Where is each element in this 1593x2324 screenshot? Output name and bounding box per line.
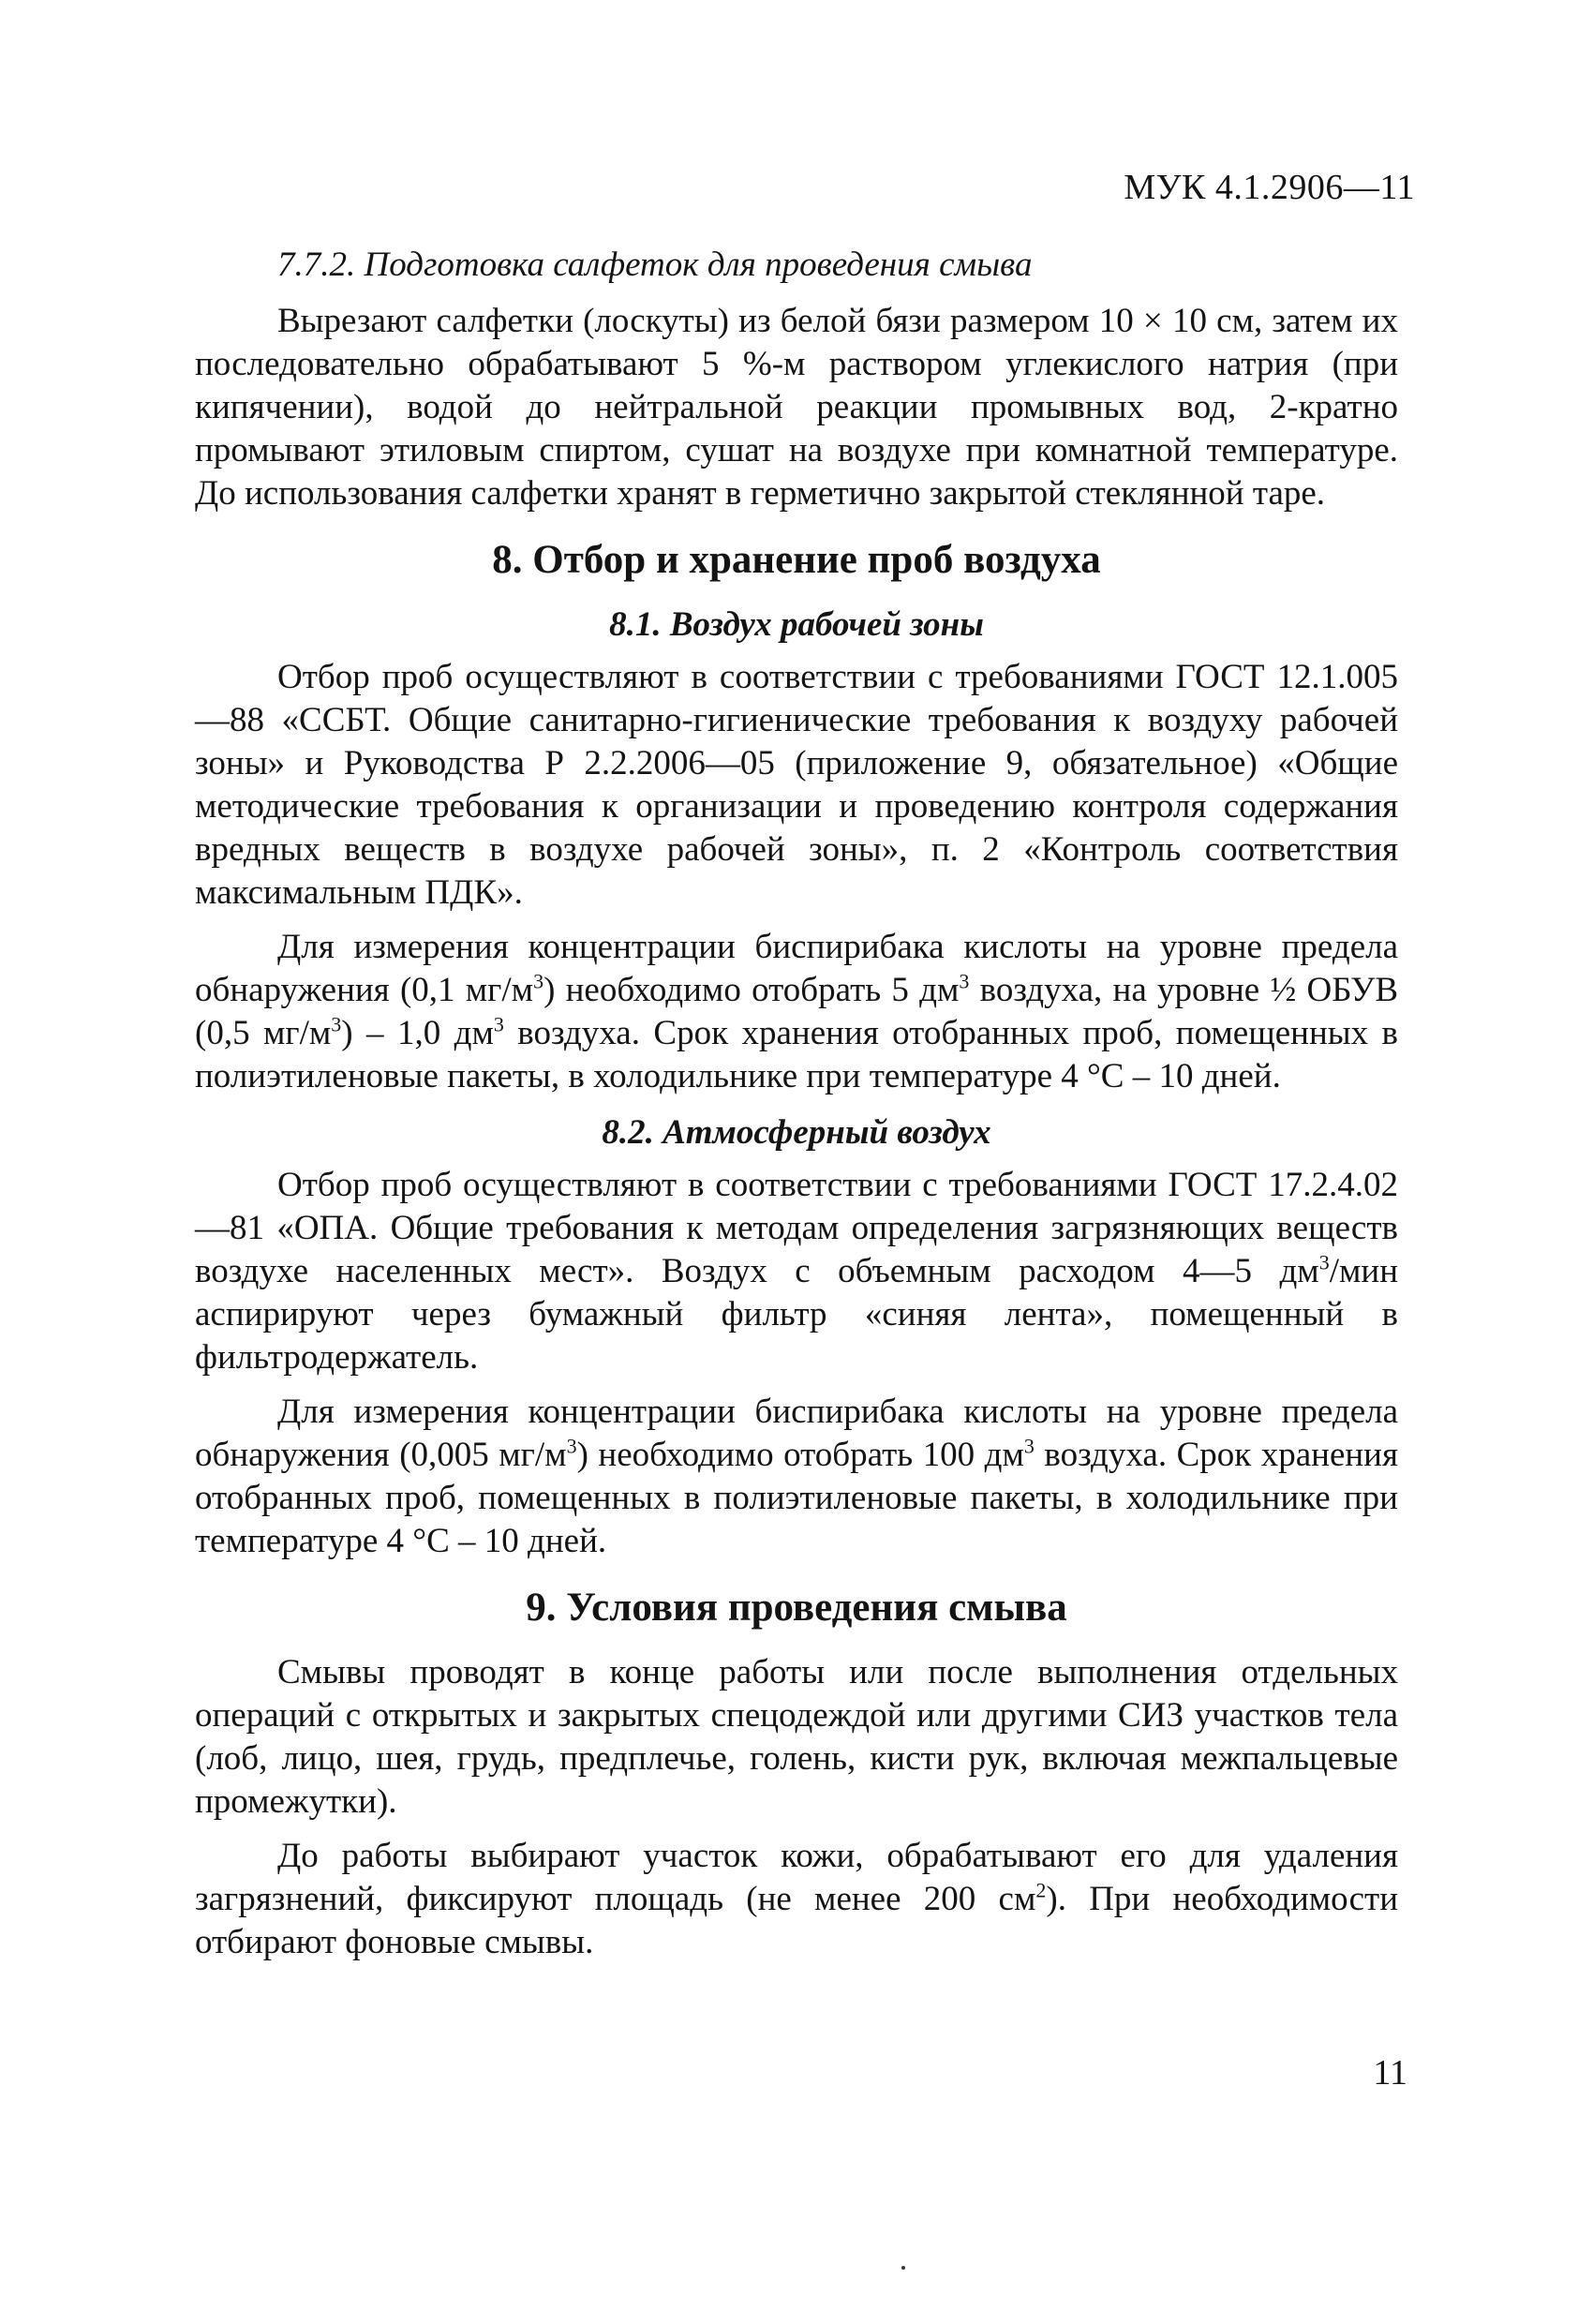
page-number: 11 — [1373, 2053, 1407, 2093]
text-run: До работы выбирают участок кожи, обрабатывают его для удаления загрязнений, фиксируют площадь (не менее 200 см — [195, 1837, 1398, 1918]
superscript: 3 — [959, 969, 970, 993]
text-run: воздуха, на уровне ½ ОБУВ (0,5 мг/м — [195, 971, 1399, 1052]
text-run: Для измерения концентрации биспирибака кислоты на уровне предела обнаружения (0,1 мг/м — [195, 928, 1398, 1009]
text-run: воздуха. Срок хранения отобранных проб, помещенных в полиэтиленовые пакеты, в холодильнике при температуре 4 °С – 10 дней. — [195, 1436, 1399, 1560]
superscript: 3 — [331, 1012, 342, 1036]
superscript: 2 — [1035, 1878, 1047, 1902]
subsection-title-8-1: 8.1. Воздух рабочей зоны — [609, 605, 984, 644]
paragraph-8-2-1 — [195, 1164, 1398, 1379]
paragraph-8-1-1: Отбор проб осуществляют в соответствии с требованиями ГОСТ 12.1.005—88 «ССБТ. Общие санитарно-гигиенические требования к воздуху рабочей зоны» и Руководства Р 2.2.2006—05 (приложение 9, обязательное) «Общие методические требования к организации и проведению контроля содержания вредных веществ в воздухе рабочей зоны», п. 2 «Контроль соответствия максимальным ПДК». — [195, 658, 1398, 912]
document-code: МУК 4.1.2906—11 — [1124, 168, 1415, 207]
superscript: 3 — [566, 1434, 577, 1458]
text-run: Для измерения концентрации биспирибака кислоты на уровне предела обнаружения (0,005 мг/м — [195, 1393, 1398, 1474]
text-run: Отбор проб осуществляют в соответствии с требованиями ГОСТ 17.2.4.02—81 «ОПА. Общие требования к методам определения загрязняющих веществ воздухе населенных мест». Воздух с объемным расходом 4—5 дм — [195, 1166, 1398, 1290]
text-run: ) необходимо отобрать 100 дм — [576, 1436, 1024, 1474]
section-title-9: 9. Условия проведения смыва — [526, 1586, 1067, 1630]
paragraph-8-1-2 — [195, 926, 1398, 1098]
superscript: 3 — [1023, 1434, 1035, 1458]
superscript: 3 — [493, 1012, 504, 1036]
text-run: ) – 1,0 дм — [341, 1014, 494, 1052]
text-run: ). При необходимости отбирают фоновые смывы. — [195, 1880, 1398, 1961]
scan-speck — [901, 2266, 905, 2270]
subsection-title-7-7-2: 7.7.2. Подготовка салфеток для проведения смыва — [277, 246, 1033, 284]
page-content — [195, 244, 1398, 1964]
paragraph-7-7-2: Вырезают салфетки (лоскуты) из белой бязи размером 10 × 10 см, затем их последовательно обрабатывают 5 %-м раствором углекислого натрия (при кипячении), водой до нейтральной реакции промывных вод, 2-кратно промывают этиловым спиртом, сушат на воздухе при комнатной температуре. До использования салфетки хранят в герметично закрытой стеклянной таре. — [195, 302, 1398, 513]
text-run: /мин аспирируют через бумажный фильтр «синяя лента», помещенный в фильтродержатель. — [195, 1252, 1398, 1377]
section-title-8: 8. Отбор и хранение проб воздуха — [492, 538, 1101, 582]
text-run: ) необходимо отобрать 5 дм — [543, 971, 960, 1009]
superscript: 3 — [533, 969, 544, 993]
paragraph-9-1: Смывы проводят в конце работы или после выполнения отдельных операций с открытых и закрытых спецодеждой или другими СИЗ участков тела (лоб, лицо, шея, грудь, предплечье, голень, кисти рук, включая межпальцевые промежутки). — [195, 1653, 1398, 1821]
paragraph-9-2 — [195, 1835, 1398, 1964]
subsection-title-8-2: 8.2. Атмосферный воздух — [602, 1113, 991, 1152]
superscript: 3 — [1318, 1250, 1330, 1274]
text-run: воздуха. Срок хранения отобранных проб, помещенных в полиэтиленовые пакеты, в холодильнике при температуре 4 °С – 10 дней. — [195, 1014, 1398, 1095]
paragraph-8-2-2 — [195, 1391, 1398, 1563]
